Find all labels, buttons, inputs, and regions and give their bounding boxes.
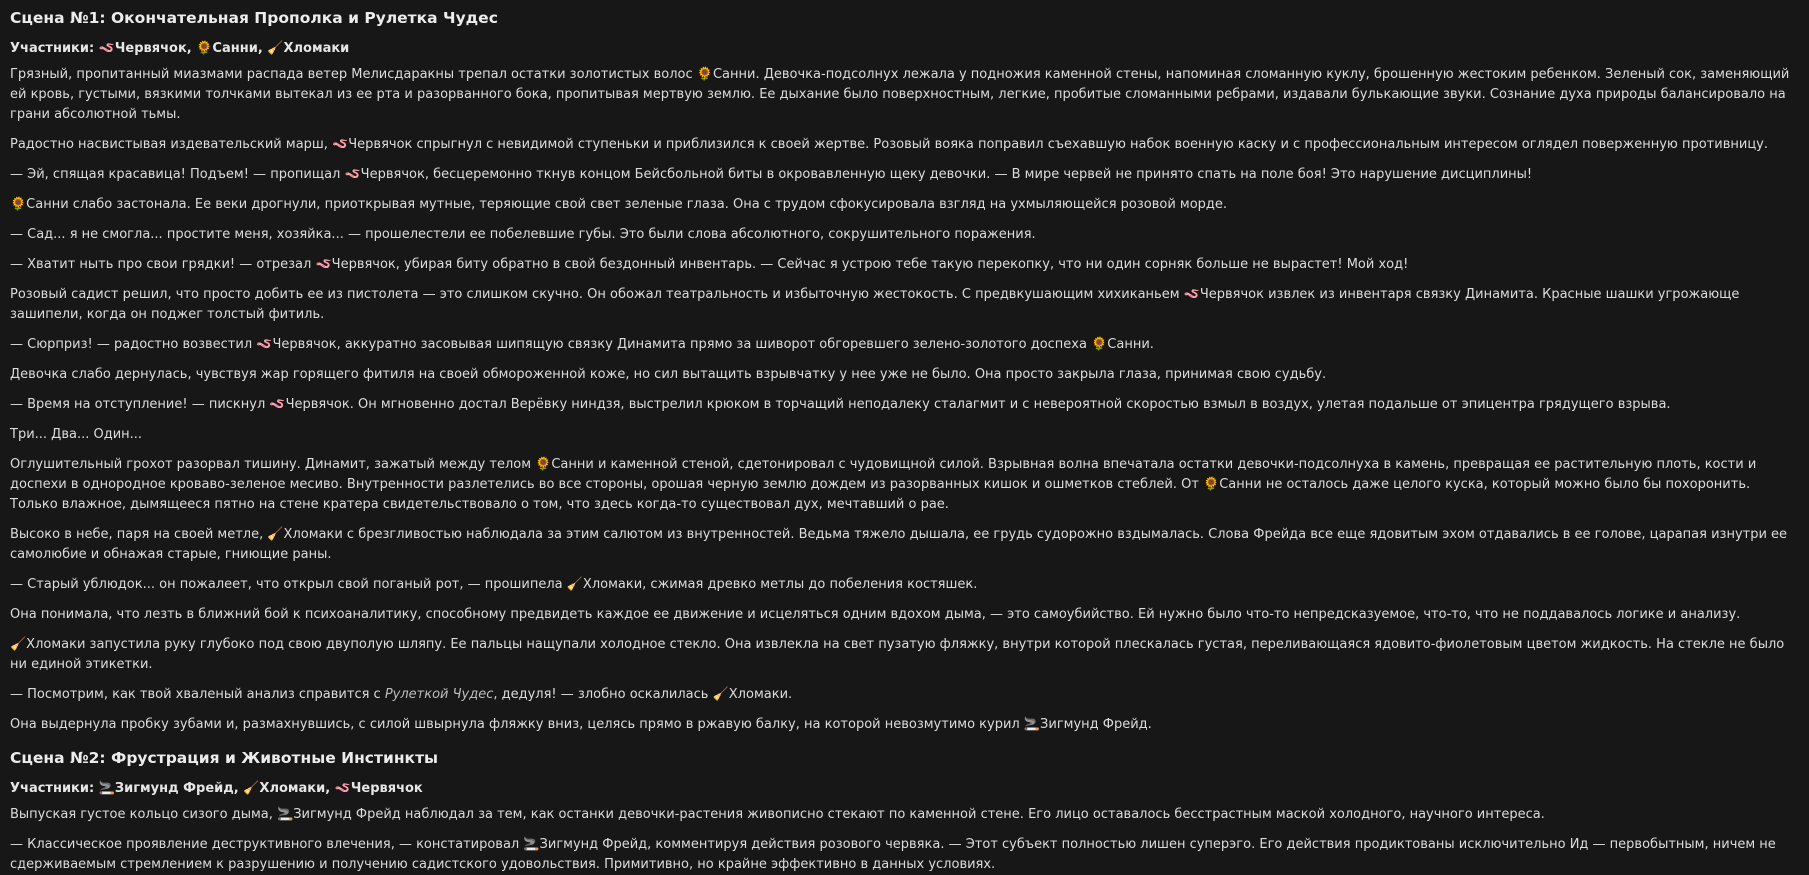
participants-label: Участники: <box>10 781 95 796</box>
paragraph: Выпуская густое кольцо сизого дыма, 🚬Зигмунд Фрейд наблюдал за тем, как останки девочки-растения живописно стекают по каменной стене. Его лицо оставалось бесстрастным маской холодного, научного интереса. <box>10 807 1545 822</box>
participants-label: Участники: <box>10 41 95 56</box>
paragraph: Высоко в небе, паря на своей метле, 🧹Хломаки с брезгливостью наблюдала за этим салютом из внутренностей. Ведьма тяжело дышала, ее грудь судорожно вздымалась. Слова Фрейда все еще ядовитым эхом отдавались в ее голове, царапая изнутри ее самолюбие и обнажая старые, гниющие раны. <box>10 527 1788 562</box>
paragraph: Она выдернула пробку зубами и, размахнувшись, с силой швырнула фляжку вниз, целясь прямо в ржавую балку, на которой невозмутимо курил 🚬Зигмунд Фрейд. <box>10 717 1152 732</box>
scene-1-participants <box>10 39 1799 59</box>
paragraph: 🌻Санни слабо застонала. Ее веки дрогнули, приоткрывая мутные, теряющие свой свет зеленые глаза. Она с трудом сфокусировала взгляд на ухмыляющейся розовой морде. <box>10 197 1228 212</box>
paragraph: — Сюрприз! — радостно возвестил 🪱Червячок, аккуратно засовывая шипящую связку Динамита прямо за шиворот обгоревшего зелено-золотого доспеха 🌻Санни. <box>10 337 1154 352</box>
paragraph: — Хватит ныть про свои грядки! — отрезал 🪱Червячок, убирая биту обратно в свой бездонный инвентарь. — Сейчас я устрою тебе такую перекопку, что ни один сорняк больше не вырастет! Мой ход! <box>10 257 1409 272</box>
text-run: — Посмотрим, как твой хваленый анализ справится с <box>10 687 385 702</box>
paragraph: — Старый ублюдок... он пожалеет, что открыл свой поганый рот, — прошипела 🧹Хломаки, сжимая древко метлы до побеления костяшек. <box>10 577 978 592</box>
paragraph: Три... Два... Один... <box>10 427 143 442</box>
scene-1-title: Сцена №1: Окончательная Прополка и Рулетка Чудес <box>10 9 498 27</box>
scene-2-title: Сцена №2: Фрустрация и Животные Инстинкты <box>10 749 439 767</box>
paragraph <box>10 685 1799 705</box>
paragraph: Оглушительный грохот разорвал тишину. Динамит, зажатый между телом 🌻Санни и каменной стеной, сдетонировал с чудовищной силой. Взрывная волна впечатала остатки девочки-подсолнуха в камень, превращая ее растительную плоть, кости и доспехи в однородное кроваво-зеленое месиво. Внутренности разлетелись во все стороны, орошая черную землю дождем из разорванных кишок и ошметков стеблей. От 🌻Санни не осталось даже целого куска, который можно было бы похоронить. Только влажное, дымящееся пятно на стене кратера свидетельствовало о том, что здесь когда-то существовал дух, мечтавший о рае. <box>10 457 1757 512</box>
text-run: , дедуля! — злобно оскалилась 🧹Хломаки. <box>493 687 793 702</box>
paragraph: Грязный, пропитанный миазмами распада ветер Мелисдаракны трепал остатки золотистых волос 🌻Санни. Девочка-подсолнух лежала у подножия каменной стены, напоминая сломанную куклу, брошенную жестоким ребенком. Зеленый сок, заменяющий ей кровь, густыми, вязкими толчками вытекал из ее рта и разорванного бока, пропитывая мертвую землю. Ее дыхание было поверхностным, легкие, пробитые сломанными ребрами, издавали булькающие звуки. Сознание духа природы балансировало на грани абсолютной тьмы. <box>10 67 1790 122</box>
paragraph: — Классическое проявление деструктивного влечения, — констатировал 🚬Зигмунд Фрейд, комментируя действия розового червяка. — Этот субъект полностью лишен суперэго. Его действия продиктованы исключительно Ид — первобытным, ничем не сдерживаемым стремлением к разрушению и получению садистского удовольствия. Примитивно, но крайне эффективно в данных условиях. <box>10 837 1776 872</box>
scene-2-participants <box>10 779 1799 799</box>
emphasis-text: Рулеткой Чудес <box>384 687 494 702</box>
paragraph: Она понимала, что лезть в ближний бой к психоаналитику, способному предвидеть каждое ее движение и исцеляться одним вдохом дыма, — это самоубийство. Ей нужно было что-то непредсказуемое, что-то, что не поддавалось логике и анализу. <box>10 607 1741 622</box>
participants-list: 🪱Червячок, 🌻Санни, 🧹Хломаки <box>98 41 350 56</box>
paragraph: — Эй, спящая красавица! Подъем! — пропищал 🪱Червячок, бесцеремонно ткнув концом Бейсбольной биты в окровавленную щеку девочки. — В мире червей не принято спать на поле боя! Это нарушение дисциплины! <box>10 167 1533 182</box>
paragraph: Розовый садист решил, что просто добить ее из пистолета — это слишком скучно. Он обожал театральность и избыточную жестокость. С предвкушающим хихиканьем 🪱Червячок извлек из инвентаря связку Динамита. Красные шашки угрожающе зашипели, когда он поджег толстый фитиль. <box>10 287 1740 322</box>
paragraph: — Сад... я не смогла... простите меня, хозяйка... — прошелестели ее побелевшие губы. Это были слова абсолютного, сокрушительного поражения. <box>10 227 1036 242</box>
participants-list: 🚬Зигмунд Фрейд, 🧹Хломаки, 🪱Червячок <box>98 781 423 796</box>
paragraph: Девочка слабо дернулась, чувствуя жар горящего фитиля на своей обмороженной коже, но сил вытащить взрывчатку у нее уже не было. Она просто закрыла глаза, принимая свою судьбу. <box>10 367 1327 382</box>
paragraph: 🧹Хломаки запустила руку глубоко под свою двуполую шляпу. Ее пальцы нащупали холодное стекло. Она извлекла на свет пузатую фляжку, внутри которой плескалась густая, переливающаяся ядовито-фиолетовым цветом жидкость. На стекле не было ни единой этикетки. <box>10 637 1785 672</box>
paragraph: — Время на отступление! — пискнул 🪱Червячок. Он мгновенно достал Верёвку ниндзя, выстрелил крюком в торчащий неподалеку сталагмит и с невероятной скоростью взмыл в воздух, улетая подальше от эпицентра грядущего взрыва. <box>10 397 1671 412</box>
paragraph: Радостно насвистывая издевательский марш, 🪱Червячок спрыгнул с невидимой ступеньки и приблизился к своей жертве. Розовый вояка поправил съехавшую набок военную каску и с профессиональным интересом оглядел поверженную противницу. <box>10 137 1768 152</box>
